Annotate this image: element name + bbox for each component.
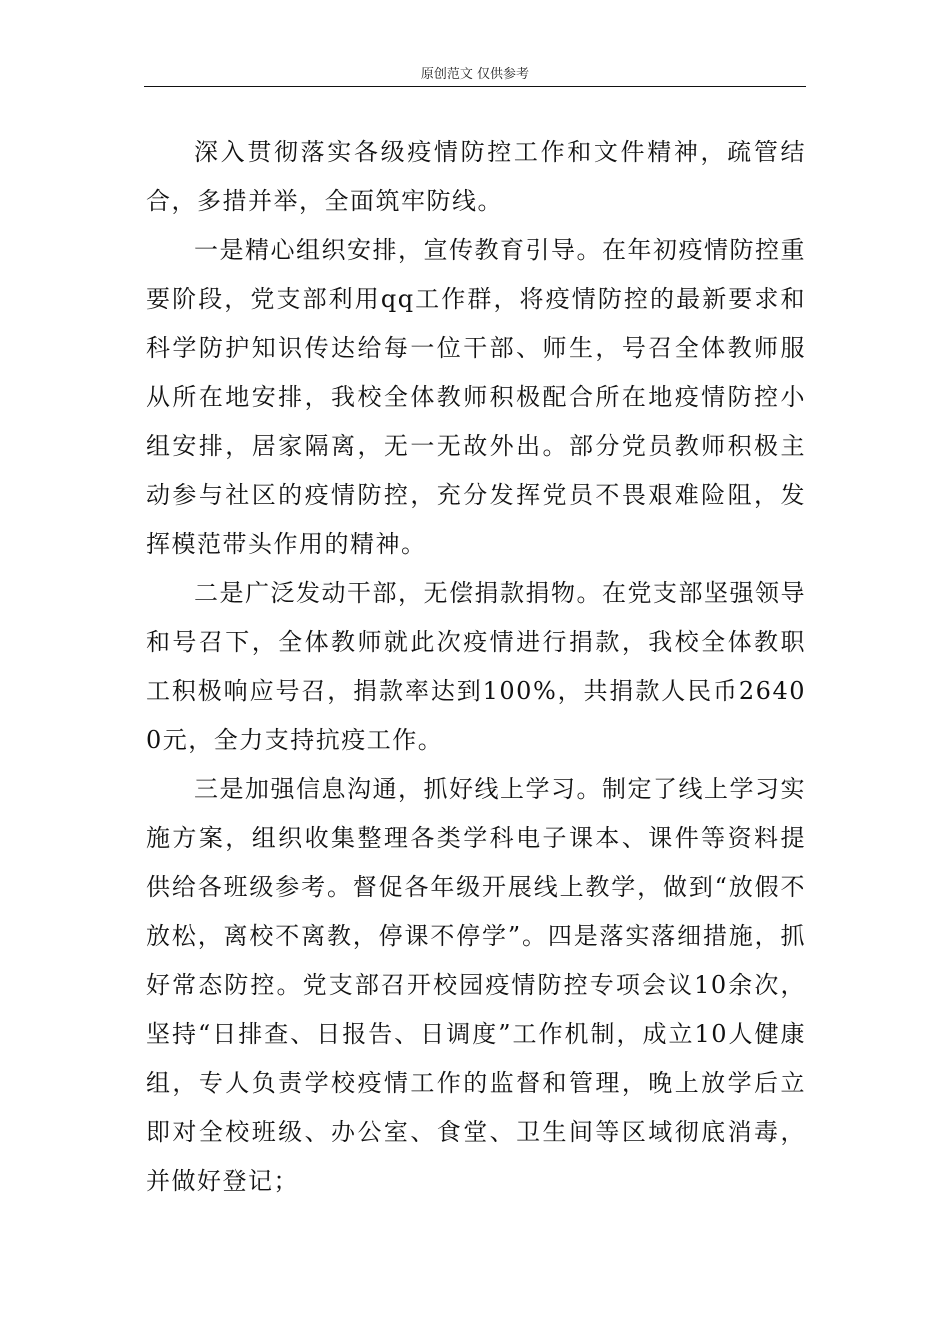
page-header: 原创范文 仅供参考 <box>144 64 806 87</box>
paragraph-point-1: 一是精心组织安排，宣传教育引导。在年初疫情防控重要阶段，党支部利用qq工作群，将疫情防控的最新要求和科学防护知识传达给每一位干部、师生，号召全体教师服从所在地安排，我校全体教师积极配合所在地疫情防控小组安排，居家隔离，无一无故外出。部分党员教师积极主动参与社区的疫情防控，充分发挥党员不畏艰难险阻，发挥模范带头作用的精神。 <box>146 236 806 558</box>
paragraph-intro: 深入贯彻落实各级疫情防控工作和文件精神，疏管结合，多措并举，全面筑牢防线。 <box>146 138 806 215</box>
document-body <box>146 128 806 1206</box>
paragraph-point-3-4: 三是加强信息沟通，抓好线上学习。制定了线上学习实施方案，组织收集整理各类学科电子课本、课件等资料提供给各班级参考。督促各年级开展线上教学，做到“放假不放松，离校不离教，停课不停学”。四是落实落细措施，抓好常态防控。党支部召开校园疫情防控专项会议10余次，坚持“日排查、日报告、日调度”工作机制，成立10人健康组，专人负责学校疫情工作的监督和管理，晚上放学后立即对全校班级、办公室、食堂、卫生间等区域彻底消毒，并做好登记； <box>146 775 806 1195</box>
paragraph-point-2: 二是广泛发动干部，无偿捐款捐物。在党支部坚强领导和号召下，全体教师就此次疫情进行捐款，我校全体教职工积极响应号召，捐款率达到100%，共捐款人民币26400元，全力支持抗疫工作。 <box>146 579 806 754</box>
